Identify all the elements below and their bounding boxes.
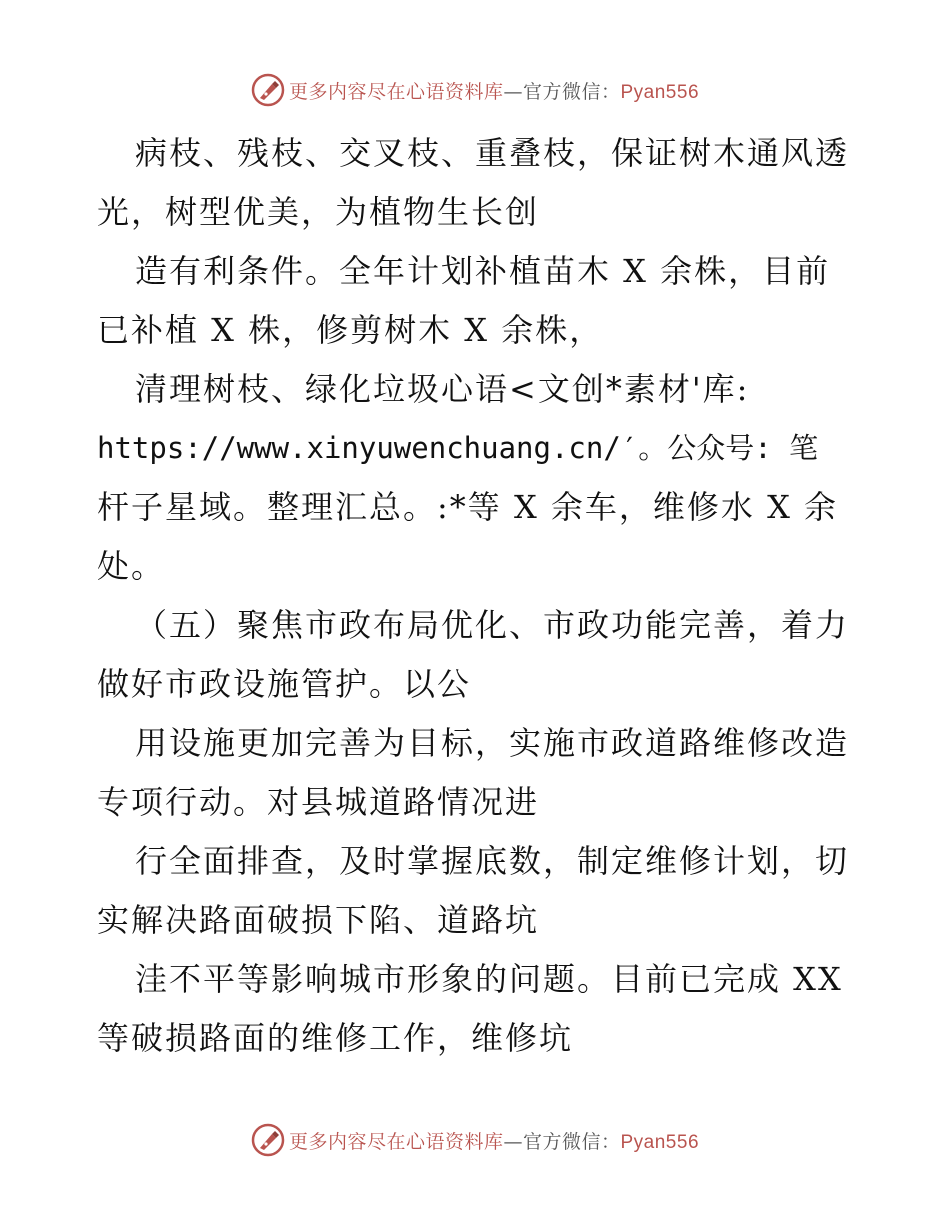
bottom-watermark-banner bbox=[0, 1120, 950, 1160]
document-body bbox=[97, 124, 857, 1068]
watermark-dash: — bbox=[503, 1130, 523, 1153]
text-line: 造有利条件。全年计划补植苗木 X 余株，目前 bbox=[135, 252, 831, 290]
watermark-brand: 更多内容尽在心语资料库 bbox=[288, 1130, 504, 1153]
text-line: 做好市政设施管护。以公 bbox=[97, 665, 472, 703]
watermark-dash: — bbox=[503, 80, 523, 103]
watermark-text bbox=[289, 77, 699, 104]
watermark-wechat-id: Pyan556 bbox=[620, 1131, 700, 1153]
watermark-text bbox=[289, 1127, 699, 1154]
text-line: 清理树枝、绿化垃圾心语<文创*素材'库: bbox=[135, 370, 750, 408]
pen-nib-logo-icon bbox=[251, 1123, 285, 1157]
text-line-url: https://www.xinyuwenchuang.cn/′。公众号: 笔 bbox=[97, 431, 819, 465]
pen-nib-logo-icon bbox=[251, 73, 285, 107]
text-line: 用设施更加完善为目标，实施市政道路维修改造 bbox=[135, 724, 850, 762]
watermark-brand: 更多内容尽在心语资料库 bbox=[288, 80, 504, 103]
text-line: 杆子星域。整理汇总。:*等 X 余车，维修水 X 余 bbox=[97, 488, 839, 526]
section-heading-line: （五）聚焦市政布局优化、市政功能完善，着力 bbox=[135, 606, 850, 644]
text-line: 光，树型优美，为植物生长创 bbox=[97, 193, 540, 231]
text-line: 处。 bbox=[97, 547, 166, 585]
text-line: 等破损路面的维修工作，维修坑 bbox=[97, 1019, 574, 1057]
watermark-wechat-label: 官方微信： bbox=[522, 1130, 621, 1153]
watermark-wechat-label: 官方微信： bbox=[522, 80, 621, 103]
text-line: 已补植 X 株，修剪树木 X 余株， bbox=[97, 311, 604, 349]
text-line: 洼不平等影响城市形象的问题。目前已完成 XX bbox=[135, 960, 843, 998]
text-line: 病枝、残枝、交叉枝、重叠枝，保证树木通风透 bbox=[135, 134, 850, 172]
text-line: 行全面排查，及时掌握底数，制定维修计划，切 bbox=[135, 842, 850, 880]
watermark-wechat-id: Pyan556 bbox=[620, 81, 700, 103]
text-line: 专项行动。对县城道路情况进 bbox=[97, 783, 540, 821]
text-line: 实解决路面破损下陷、道路坑 bbox=[97, 901, 540, 939]
top-watermark-banner bbox=[0, 70, 950, 110]
